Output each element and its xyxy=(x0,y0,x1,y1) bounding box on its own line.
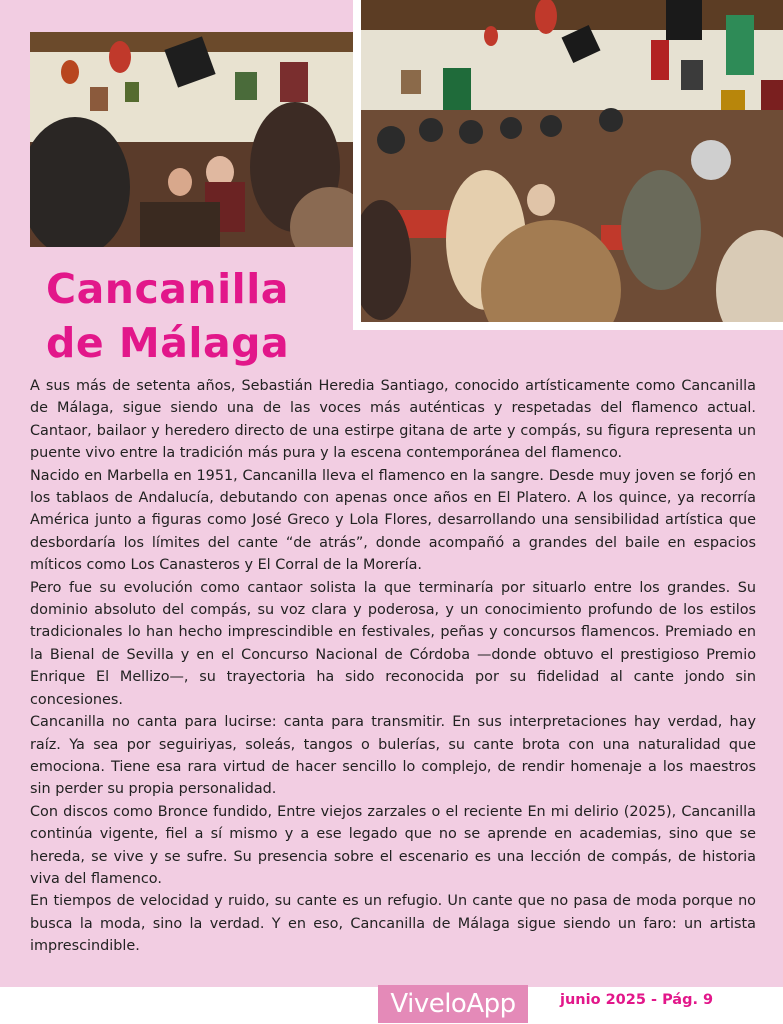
paragraph: En tiempos de velocidad y ruido, su cante es un refugio. Un cante que no pasa de moda porque no busca la moda, sino la verdad. Y en eso, Cancanilla de Málaga sigue siendo un faro: un artista imprescindible. xyxy=(30,893,756,955)
title-line-1: Cancanilla xyxy=(46,265,289,313)
paragraph: Nacido en Marbella en 1951, Cancanilla lleva el flamenco en la sangre. Desde muy joven se forjó en los tablaos de Andalucía, debutando con apenas once años en El Platero. A los quince, ya recorría América junto a figuras como José Greco y Lola Flores, desarrollando una sensibilidad artística que desbordaría los límites del cante “de atrás”, donde acompañó a grandes del baile en espacios míticos como Los Canasteros y El Corral de la Morería. xyxy=(30,467,756,574)
page-info: junio 2025 - Pág. 9 xyxy=(560,992,714,1008)
paragraph: Cancanilla no canta para lucirse: canta para transmitir. En sus interpretaciones hay verdad, hay raíz. Ya sea por seguiriyas, soleás, tangos o bulerías, su cante brota con una naturalidad que emociona. Tiene esa rara virtud de hacer sencillo lo complejo, de rendir homenaje a los maestros sin perder su propia personalidad. xyxy=(30,714,756,798)
paragraph: A sus más de setenta años, Sebastián Heredia Santiago, conocido artísticamente como Cancanilla de Málaga, sigue siendo una de las voces más auténticas y respetadas del flamenco actual. Cantaor, bailaor y heredero directo de una estirpe gitana de arte y compás, su figura representa un puente vivo entre la tradición más pura y la escena contemporánea del flamenco. xyxy=(30,378,756,462)
photo-room-wide xyxy=(361,0,783,322)
article-title xyxy=(46,262,289,370)
paragraph: Con discos como Bronce fundido, Entre viejos zarzales o el reciente En mi delirio (2025), Cancanilla continúa vigente, fiel a sí mismo y a ese legado que no se aprende en academias, sino que se hereda, se vive y se sufre. Su presencia sobre el escenario es una lección de compás, de historia viva del flamenco. xyxy=(30,803,756,887)
paragraph: Pero fue su evolución como cantaor solista la que terminaría por situarlo entre los grandes. Su dominio absoluto del compás, su voz clara y poderosa, y un conocimiento profundo de los estilos tradicionales lo han hecho imprescindible en festivales, peñas y concursos flamencos. Premiado en la Bienal de Sevilla y en el Concurso Nacional de Córdoba —donde obtuvo el prestigioso Premio Enrique El Mellizo—, su trayectoria ha sido reconocida por su fidelidad al cante jondo sin concesiones. xyxy=(30,579,756,708)
article-body xyxy=(30,375,756,958)
viveloapp-logo: ViveloApp xyxy=(378,985,528,1023)
title-line-2: de Málaga xyxy=(46,319,290,367)
photo-audience-closeup xyxy=(30,32,353,247)
